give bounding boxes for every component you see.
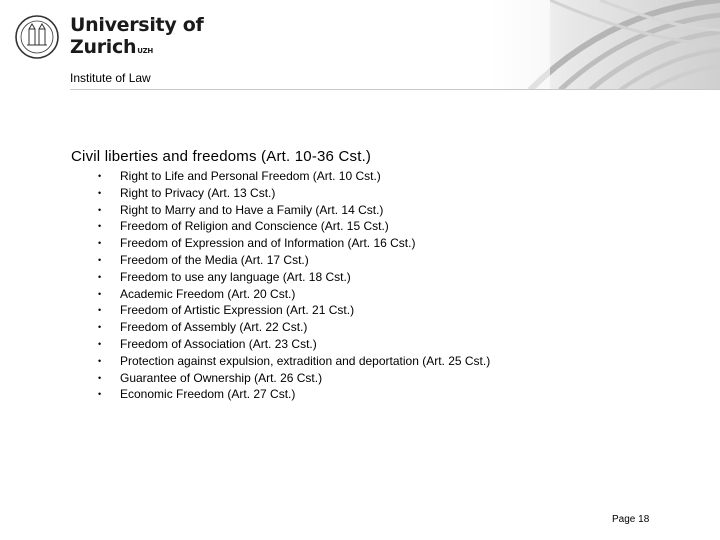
- list-item-text: Right to Marry and to Have a Family (Art. 14 Cst.): [120, 202, 384, 217]
- bullet-icon: •: [98, 288, 102, 299]
- architecture-banner-image: [490, 0, 720, 90]
- list-item-text: Freedom of Artistic Expression (Art. 21 Cst.): [120, 303, 355, 318]
- university-wordmark: [70, 14, 203, 58]
- list-item: [98, 168, 490, 185]
- list-item: [98, 185, 490, 202]
- page-number: Page 18: [612, 514, 650, 525]
- list-item: [98, 235, 490, 252]
- bullet-icon: •: [98, 271, 102, 282]
- university-name-line2: Zurich: [70, 36, 137, 58]
- list-item-text: Right to Life and Personal Freedom (Art. 10 Cst.): [120, 169, 381, 183]
- list-item: [98, 252, 490, 269]
- bullet-icon: •: [98, 372, 102, 383]
- list-item: [98, 370, 490, 387]
- list-item: [98, 386, 490, 403]
- slide-title: Civil liberties and freedoms (Art. 10-36 Cst.): [71, 148, 372, 165]
- list-item-text: Freedom of Association (Art. 23 Cst.): [120, 336, 317, 351]
- list-item: [98, 353, 490, 370]
- list-item-text: Freedom of Expression and of Information (Art. 16 Cst.): [120, 236, 416, 251]
- list-item: [98, 336, 490, 353]
- bullet-icon: •: [98, 338, 102, 349]
- institute-name: Institute of Law: [70, 71, 151, 85]
- list-item: [98, 319, 490, 336]
- list-item-text: Protection against expulsion, extradition and deportation (Art. 25 Cst.): [120, 353, 491, 368]
- bullet-icon: •: [98, 355, 102, 366]
- list-item-text: Right to Privacy (Art. 13 Cst.): [120, 185, 276, 200]
- list-item-text: Academic Freedom (Art. 20 Cst.): [120, 286, 296, 301]
- bullet-icon: •: [98, 322, 102, 333]
- university-mark: UZH: [137, 47, 153, 55]
- bullet-icon: •: [98, 389, 102, 400]
- list-item-text: Guarantee of Ownership (Art. 26 Cst.): [120, 370, 323, 385]
- bullet-icon: •: [98, 254, 102, 265]
- bullet-icon: •: [98, 238, 102, 249]
- bullet-icon: •: [98, 221, 102, 232]
- list-item: [98, 286, 490, 303]
- bullet-icon: •: [98, 171, 102, 181]
- list-item: [98, 202, 490, 219]
- liberties-list: [98, 168, 490, 403]
- list-item: [98, 302, 490, 319]
- list-item-text: Freedom of Religion and Conscience (Art. 15 Cst.): [120, 219, 389, 234]
- list-item: [98, 269, 490, 286]
- list-item-text: Freedom of the Media (Art. 17 Cst.): [120, 252, 309, 267]
- bullet-icon: •: [98, 187, 102, 198]
- bullet-icon: •: [98, 305, 102, 316]
- list-item-text: Freedom to use any language (Art. 18 Cst.): [120, 269, 351, 284]
- bullet-icon: •: [98, 204, 102, 215]
- university-seal-logo: [14, 12, 60, 62]
- list-item: [98, 218, 490, 235]
- list-item-text: Freedom of Assembly (Art. 22 Cst.): [120, 320, 308, 335]
- header-divider: [70, 89, 720, 90]
- list-item-text: Economic Freedom (Art. 27 Cst.): [120, 387, 296, 402]
- university-name-line1: University of: [70, 14, 204, 36]
